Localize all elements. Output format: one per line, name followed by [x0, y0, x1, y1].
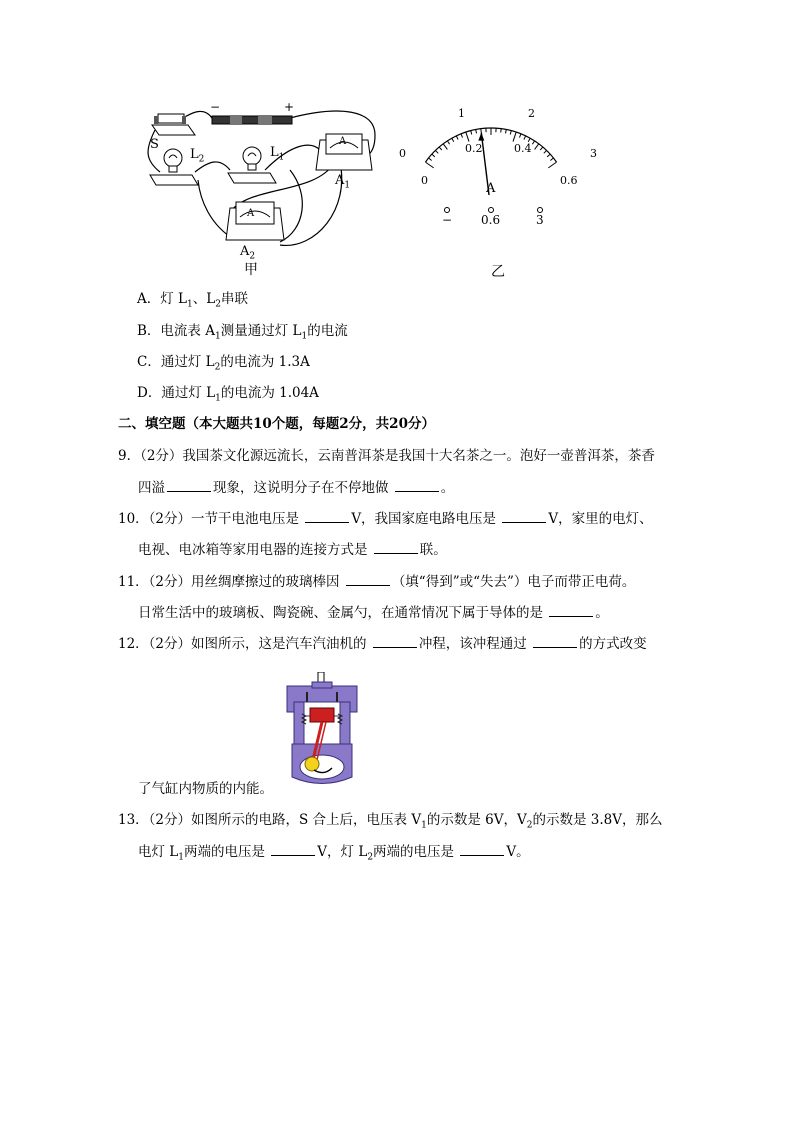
dial-outer-1: 1 [458, 107, 465, 120]
option-sub: 1 [187, 299, 193, 310]
q12-text: 冲程，该冲程通过 [418, 636, 532, 652]
dial-tick [471, 131, 472, 135]
dial-tick [456, 136, 458, 140]
option-sub: 1 [215, 393, 221, 404]
circuit-figure-jia [140, 100, 390, 275]
option-sub: 2 [215, 299, 221, 310]
q13-blank-2[interactable] [460, 843, 504, 856]
dial-outer-0: 0 [399, 147, 406, 160]
dial-inner-02: 0.2 [465, 142, 483, 155]
q9-line1: 9．（2分）我国茶文化源远流长，云南普洱茶是我国十大名茶之一。泡好一壶普洱茶，茶香 [118, 448, 655, 464]
q9-text: 四溢 [138, 480, 165, 496]
q9-text: 现象，这说明分子在不停地做 [213, 480, 393, 496]
q13-blank-1[interactable] [271, 843, 315, 856]
option-letter: D． [137, 385, 162, 401]
option-text: 电流表 A [160, 323, 215, 339]
option-b [137, 322, 348, 346]
q11-blank-2[interactable] [549, 604, 593, 617]
dial-tick [510, 131, 511, 135]
q13-text: 电灯 L [138, 844, 179, 860]
section-title: 二、填空题（本大题共10个题，每题2分，共20分） [118, 416, 435, 432]
dial-tick [461, 134, 462, 138]
option-text: 的电流为 1.3A [220, 354, 310, 370]
dial-tick [519, 134, 520, 138]
q13-sub: 1 [178, 852, 184, 863]
q10-text: 10．（2分）一节干电池电压是 [118, 511, 304, 527]
q10-blank-1[interactable] [305, 510, 349, 523]
q13-sub: 2 [526, 820, 533, 831]
q13-line1 [118, 811, 662, 835]
q11-text: 。 [595, 605, 609, 621]
dial-tick [425, 162, 433, 168]
q10-line1 [118, 510, 653, 528]
engine-cylinder-figure [282, 672, 362, 787]
dial-inner-04: 0.4 [514, 142, 532, 155]
terminal-label-3: 3 [536, 213, 544, 227]
terminal-label-06: 0.6 [481, 213, 501, 227]
dial-tick [439, 147, 442, 150]
q11-line2 [138, 604, 609, 622]
figure-jia-caption: 甲 [244, 262, 258, 278]
q10-blank-2[interactable] [502, 510, 546, 523]
ammeter-a2-face-letter: A [247, 208, 255, 219]
dial-outer-3: 3 [590, 147, 597, 160]
q11-line1 [118, 573, 635, 591]
q9-blank-2[interactable] [395, 479, 439, 492]
dial-meter-symbol: A [486, 181, 496, 196]
terminal-3-icon [538, 208, 543, 213]
option-text: 的电流为 1.04A [220, 385, 319, 401]
ammeter-a1-sub: 1 [344, 180, 351, 191]
ammeter-needle-head [478, 133, 484, 141]
dial-tick [544, 150, 547, 153]
lamp-l2-letter: L [190, 147, 199, 162]
dial-tick [547, 154, 550, 157]
q13-text: 两端的电压是 [184, 844, 270, 860]
dial-inner-0: 0 [421, 174, 428, 187]
option-letter: B． [137, 323, 161, 339]
q12-text: 的方式改变 [579, 636, 647, 652]
terminal-minus-icon [445, 208, 450, 213]
dial-inner-06: 0.6 [560, 174, 578, 187]
q13-line2 [138, 843, 530, 867]
battery-plus-label: + [284, 100, 295, 114]
dial-tick [548, 162, 556, 168]
option-text: 、L [192, 291, 216, 307]
option-a [137, 290, 248, 314]
ammeter-a1-face-letter: A [339, 136, 347, 147]
q12-blank-1[interactable] [373, 635, 417, 648]
ammeter-a1-label [335, 173, 350, 191]
q11-text: 日常生活中的玻璃板、陶瓷碗、金属勺，在通常情况下属于导体的是 [138, 605, 548, 621]
terminal-06-icon [489, 208, 494, 213]
option-sub: 1 [214, 331, 221, 342]
q9-text: 。 [440, 480, 455, 496]
q10-text: V，我国家庭电路电压是 [351, 511, 501, 527]
q10-text: V，家里的电灯、 [548, 511, 653, 527]
dial-tick [550, 158, 553, 160]
battery-minus-label: − [210, 100, 221, 114]
lamp-l1-label [270, 145, 284, 163]
dial-tick [501, 129, 502, 133]
ammeter-a1-letter: A [335, 173, 345, 188]
lamp-l2-label [190, 147, 204, 165]
dial-tick [532, 141, 534, 144]
q13-text: 的示数是 6V，V [426, 812, 527, 828]
lamp-l2-sub: 2 [198, 154, 205, 165]
dial-tick [466, 132, 469, 141]
dial-tick [506, 129, 507, 133]
option-text: 的电流 [307, 323, 348, 339]
dial-tick [476, 129, 477, 133]
q13-text: V，灯 L [317, 844, 368, 860]
dial-tick [432, 154, 435, 157]
option-c [137, 353, 310, 377]
option-text: 通过灯 L [160, 354, 215, 370]
option-text: 测量通过灯 L [220, 323, 302, 339]
q12-text: 12．（2分）如图所示，这是汽车汽油机的 [118, 636, 371, 652]
dial-tick [481, 129, 482, 133]
option-sub: 2 [214, 362, 221, 373]
switch-label: S [150, 137, 159, 152]
figure-yi-caption: 乙 [491, 264, 505, 280]
q11-text: （填“得到”或“失去”）电子而带正电荷。 [391, 574, 636, 590]
q9-line2 [138, 479, 454, 497]
ammeter-a2-sub: 2 [249, 251, 256, 262]
q13-text: 的示数是 3.8V，那么 [532, 812, 663, 828]
option-sub: 1 [301, 331, 308, 342]
option-letter: C． [137, 354, 161, 370]
q11-blank-1[interactable] [346, 573, 390, 586]
ammeter-a2-letter: A [240, 244, 250, 259]
dial-outer-2: 2 [528, 107, 535, 120]
q10-line2 [138, 541, 447, 559]
q13-text: V。 [506, 844, 530, 860]
q10-text: 联。 [419, 542, 447, 558]
terminal-label-minus: − [442, 213, 453, 227]
dial-tick [513, 132, 516, 141]
dial-tick [429, 158, 432, 160]
q13-text: 两端的电压是 [373, 844, 459, 860]
option-text: 通过灯 L [161, 385, 216, 401]
q10-text: 电视、电冰箱等家用电器的连接方式是 [138, 542, 372, 558]
lamp-l1-letter: L [270, 145, 279, 160]
ammeter-dial-figure-yi [395, 100, 615, 225]
q13-sub: 1 [421, 820, 427, 831]
q12-line2: 了气缸内物质的内能。 [138, 781, 273, 797]
q13-sub: 2 [367, 852, 374, 863]
dial-tick [535, 144, 539, 150]
dial-tick [540, 147, 543, 150]
q12-line1 [118, 635, 647, 653]
q10-blank-3[interactable] [374, 541, 418, 554]
option-text: 串联 [220, 291, 248, 307]
lamp-l1-sub: 1 [278, 152, 285, 163]
q9-blank-1[interactable] [167, 479, 211, 492]
option-letter: A． [137, 291, 161, 307]
dial-tick [435, 150, 438, 153]
q12-blank-2[interactable] [533, 635, 577, 648]
q13-text: 13．（2分）如图所示的电路，S 合上后，电压表 V [118, 812, 422, 828]
dial-tick [447, 141, 449, 144]
option-text: 灯 L [160, 291, 188, 307]
option-d [137, 384, 319, 408]
dial-tick [524, 136, 526, 140]
dial-tick [443, 144, 447, 150]
q11-text: 11．（2分）用丝绸摩擦过的玻璃棒因 [118, 574, 344, 590]
